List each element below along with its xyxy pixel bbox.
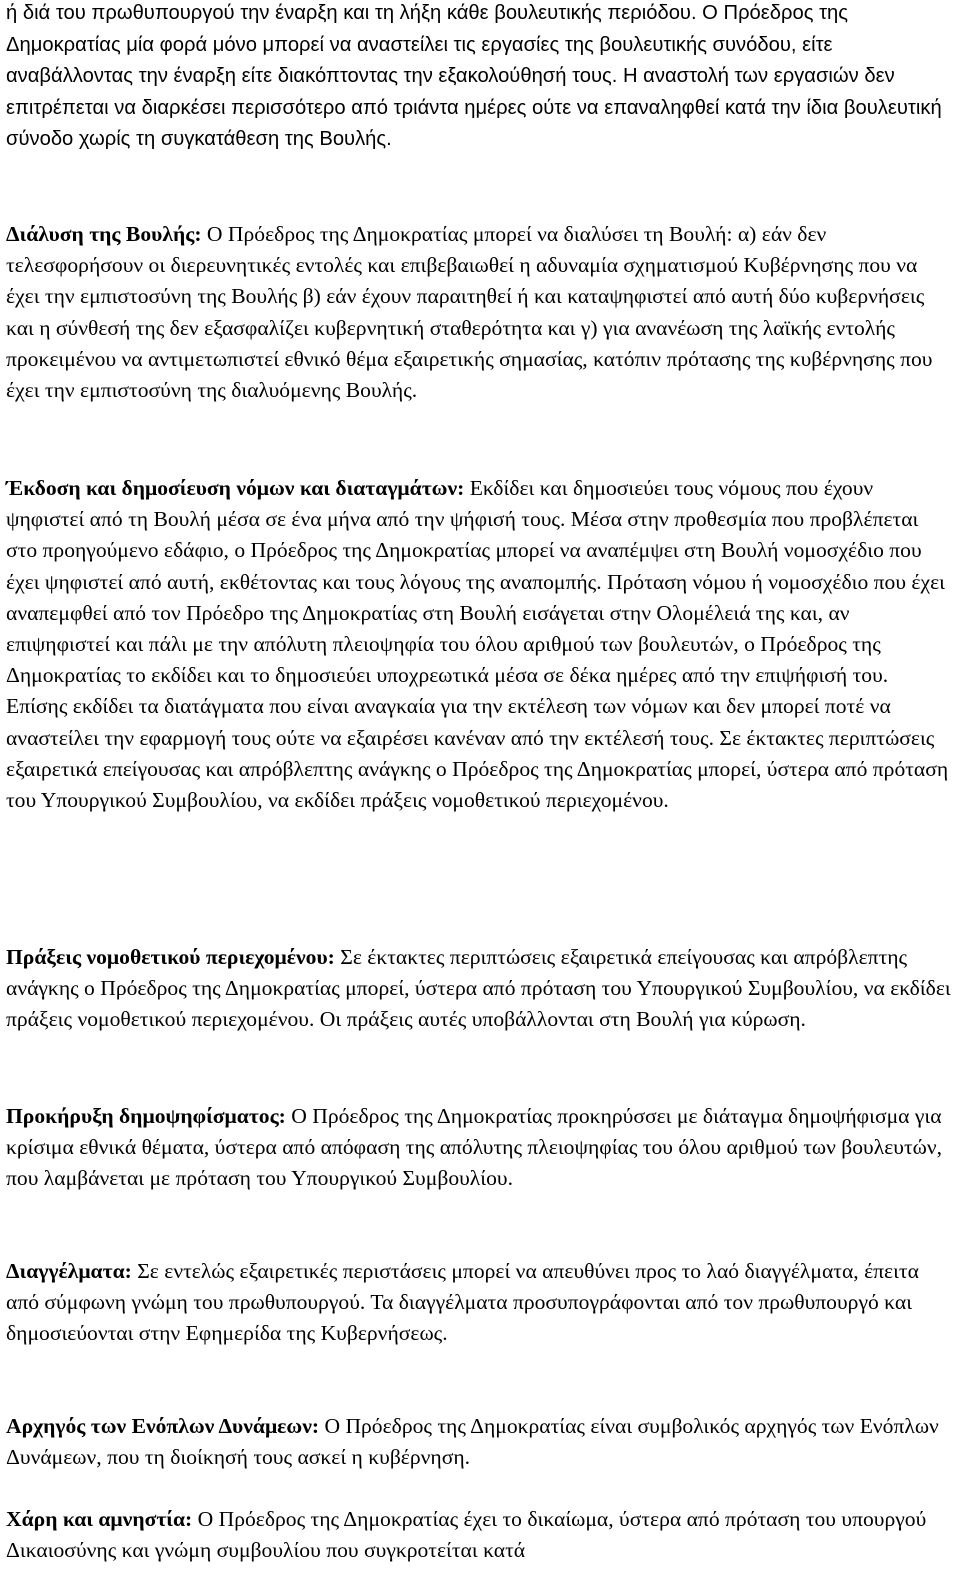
paragraph-text: Εκδίδει και δημοσιεύει τους νόμους που έχουν ψηφιστεί από τη Βουλή μέσα σε ένα μήνα από την ψήφισή τους. Μέσα στην προθεσμία που προβλέπεται στο προηγούμενο εδάφιο, ο Πρόεδρος της Δημοκρατίας μπορεί να αναπέμψει στη Βουλή νομοσχέδιο που έχει ψηφιστεί από αυτή, εκθέτοντας και τους λόγους της αναπομπής. Πρόταση νόμου ή νομοσχέδιο που έχει αναπεμφθεί από τον Πρόεδρο της Δημοκρατίας στη Βουλή εισάγεται στην Ολομέλειά της και, αν επιψηφιστεί και πάλι με την απόλυτη πλειοψηφία του όλου αριθμού των βουλευτών, ο Πρόεδρος της Δημοκρατίας το εκδίδει και το δημοσιεύει υποχρεωτικά μέσα σε δέκα ημέρες από την επιψήφισή του. Επίσης εκδίδει τα διατάγματα που είναι αναγκαία για την εκτέλεση των νόμων και δεν μπορεί ποτέ να αναστείλει την εφαρμογή τους ούτε να εξαιρέσει κανέναν από την εκτέλεσή τους. Σε έκτακτες περιπτώσεις εξαιρετικά επείγουσας και απρόβλεπτης ανάγκης ο Πρόεδρος της Δημοκρατίας μπορεί, ύστερα από πρόταση του Υπουργικού Συμβουλίου, να εκδίδει πράξεις νομοθετικού περιεχομένου. (6, 476, 949, 813)
paragraph-legislative-acts (6, 942, 954, 1036)
paragraph-term: Διαγγέλματα: (6, 1259, 132, 1283)
paragraph-text: Σε έκτακτες περιπτώσεις εξαιρετικά επείγουσας και απρόβλεπτης ανάγκης ο Πρόεδρος της Δημοκρατίας μπορεί, ύστερα από πρόταση του Υπουργικού Συμβουλίου, να εκδίδει πράξεις νομοθετικού περιεχομένου. Οι πράξεις αυτές υποβάλλονται στη Βουλή για κύρωση. (6, 945, 951, 1032)
paragraph-term: Χάρη και αμνηστία: (6, 1507, 193, 1531)
paragraph-armed-forces (6, 1411, 954, 1473)
paragraph-text: Ο Πρόεδρος της Δημοκρατίας προκηρύσσει με διάταγμα δημοψήφισμα για κρίσιμα εθνικά θέματα, ύστερα από απόφαση της απόλυτης πλειοψηφίας του όλου αριθμού των βουλευτών, που λαμβάνεται με πρόταση του Υπουργικού Συμβουλίου. (6, 1104, 943, 1191)
paragraph-term: Αρχηγός των Ενόπλων Δυνάμεων: (6, 1414, 320, 1438)
paragraph-term: Πράξεις νομοθετικού περιεχομένου: (6, 945, 335, 969)
paragraph-term: Διάλυση της Βουλής: (6, 222, 202, 246)
paragraph-term: Έκδοση και δημοσίευση νόμων και διαταγμάτων: (6, 476, 465, 500)
paragraph-laws-and-decrees (6, 473, 954, 816)
paragraph-continuation (6, 0, 954, 156)
paragraph-text: Ο Πρόεδρος της Δημοκρατίας είναι συμβολικός αρχηγός των Ενόπλων Δυνάμεων, που τη διοίκησή τους ασκεί η κυβέρνηση. (6, 1414, 939, 1470)
paragraph-text: Σε εντελώς εξαιρετικές περιστάσεις μπορεί να απευθύνει προς το λαό διαγγέλματα, έπειτα από σύμφωνη γνώμη του πρωθυπουργού. Τα διαγγέλματα προσυπογράφονται από τον πρωθυπουργό και δημοσιεύονται στην Εφημερίδα της Κυβερνήσεως. (6, 1259, 919, 1346)
paragraph-dissolution-of-parliament (6, 219, 954, 406)
paragraph-pardon-amnesty (6, 1504, 954, 1566)
paragraph-text: Ο Πρόεδρος της Δημοκρατίας μπορεί να διαλύσει τη Βουλή: α) εάν δεν τελεσφορήσουν οι διερευνητικές εντολές και επιβεβαιωθεί η αδυναμία σχηματισμού Κυβέρνησης που να έχει την εμπιστοσύνη της Βουλής β) εάν έχουν παραιτηθεί ή και καταψηφιστεί από αυτή δύο κυβερνήσεις και η σύνθεσή της δεν εξασφαλίζει κυβερνητική σταθερότητα και γ) για ανανέωση της λαϊκής εντολής προκειμένου να αντιμετωπιστεί εθνικό θέμα εξαιρετικής σημασίας, κατόπιν πρότασης της κυβέρνησης που έχει την εμπιστοσύνη της διαλυόμενης Βουλής. (6, 222, 933, 403)
paragraph-text: ή διά του πρωθυπουργού την έναρξη και τη λήξη κάθε βουλευτικής περιόδου. Ο Πρόεδρος της Δημοκρατίας μία φορά μόνο μπορεί να αναστείλει τις εργασίες της βουλευτικής συνόδου, είτε αναβάλλοντας την έναρξη είτε διακόπτοντας την εξακολούθησή τους. Η αναστολή των εργασιών δεν επιτρέπεται να διαρκέσει περισσότερο από τριάντα ημέρες ούτε να επαναληφθεί κατά την ίδια βουλευτική σύνοδο χωρίς τη συγκατάθεση της Βουλής. (6, 2, 942, 150)
paragraph-text: Ο Πρόεδρος της Δημοκρατίας έχει το δικαίωμα, ύστερα από πρόταση του υπουργού Δικαιοσύνης και γνώμη συμβουλίου που συγκροτείται κατά (6, 1507, 927, 1563)
paragraph-addresses (6, 1256, 954, 1350)
paragraph-referendum (6, 1101, 954, 1195)
paragraph-term: Προκήρυξη δημοψηφίσματος: (6, 1104, 286, 1128)
